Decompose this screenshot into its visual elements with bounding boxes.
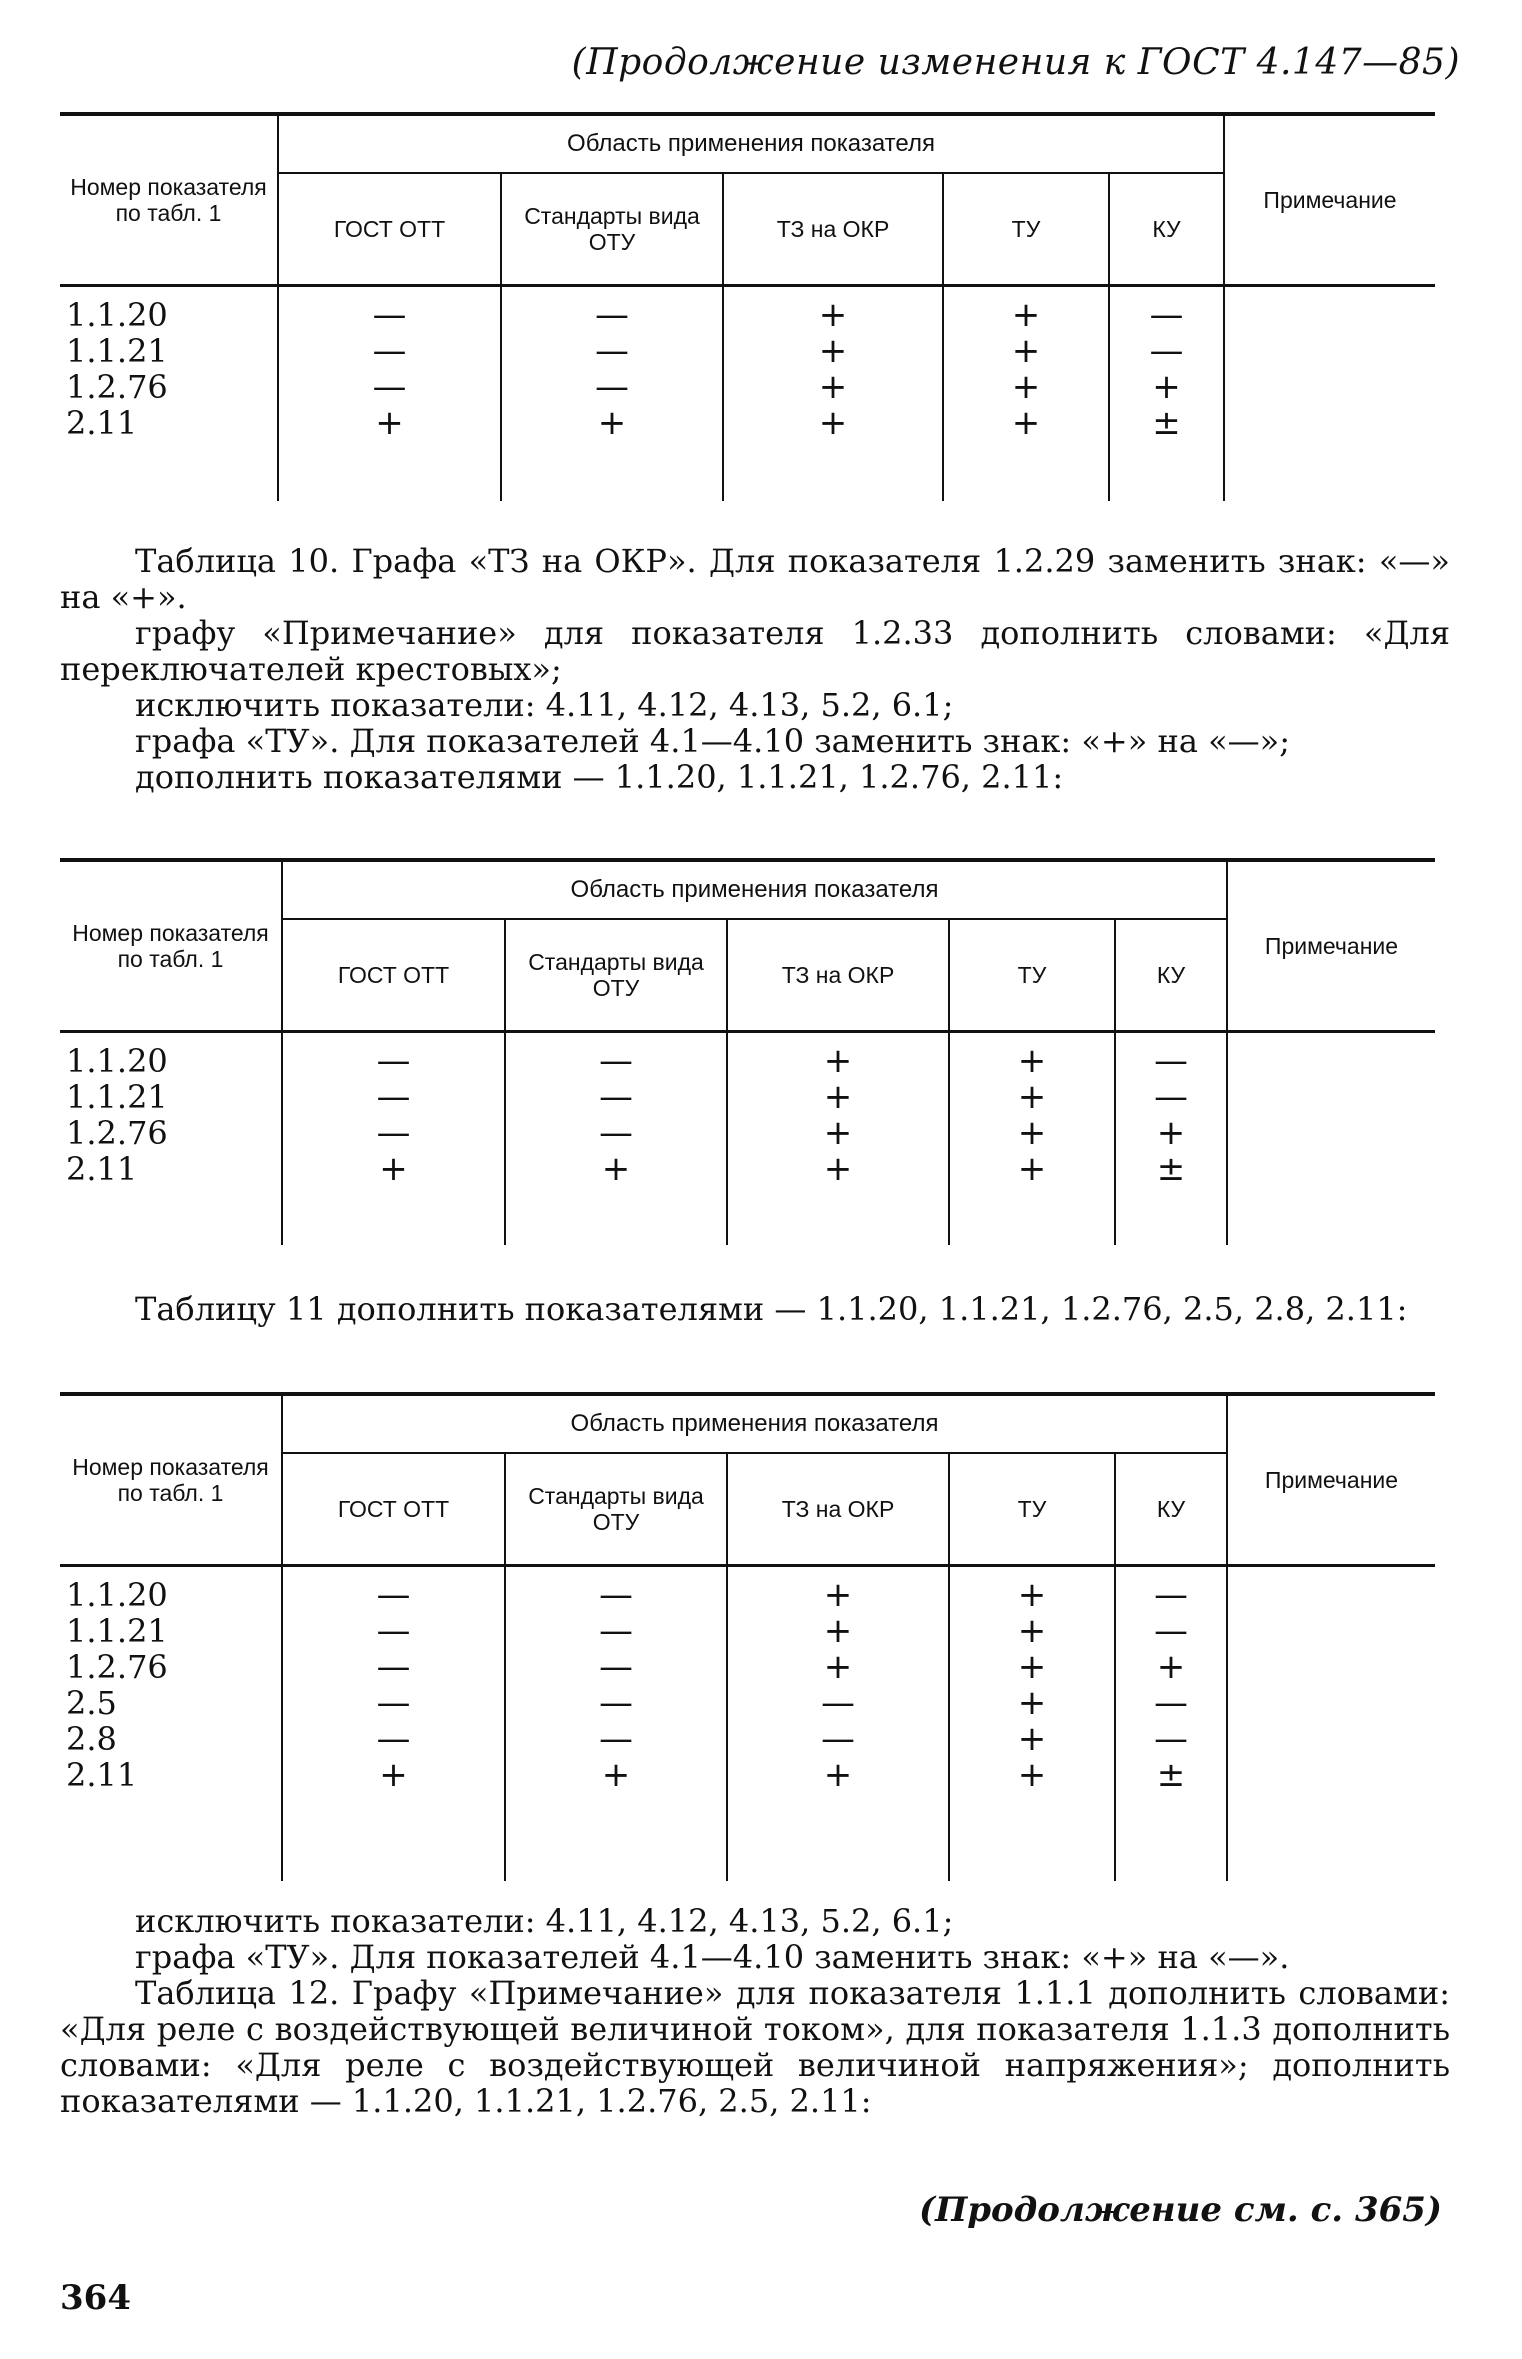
paragraph: Таблица 10. Графа «ТЗ на ОКР». Для показателя 1.2.29 заменить знак: «—» на «+». bbox=[60, 542, 1450, 616]
cell-value: + bbox=[597, 403, 627, 443]
col-header-gost: ГОСТ ОТТ bbox=[282, 1453, 505, 1566]
cell-value: + bbox=[601, 1149, 631, 1189]
indicator-number: 2.11 bbox=[66, 404, 138, 442]
indicator-number: 2.11 bbox=[66, 1150, 138, 1188]
cell-num bbox=[60, 1566, 282, 1881]
indicator-number: 2.11 bbox=[66, 1756, 138, 1794]
cell-std bbox=[501, 286, 723, 501]
cell-value: — bbox=[1154, 1611, 1188, 1651]
col-header-num: Номер показателя по табл. 1 bbox=[60, 860, 282, 1032]
table-3 bbox=[60, 1392, 1435, 1881]
indicator-number: 1.2.76 bbox=[66, 1114, 168, 1152]
paragraph: графа «ТУ». Для показателей 4.1—4.10 заменить знак: «+» на «—». bbox=[135, 1938, 1290, 1976]
col-header-std: Стандарты вида ОТУ bbox=[501, 173, 723, 286]
cell-value: + bbox=[1152, 367, 1181, 407]
col-header-num: Номер показателя по табл. 1 bbox=[60, 1394, 282, 1566]
indicator-number: 1.2.76 bbox=[66, 368, 168, 406]
cell-value: — bbox=[599, 1647, 633, 1687]
cell-value: + bbox=[823, 1611, 853, 1651]
cell-value: + bbox=[818, 331, 848, 371]
cell-num bbox=[60, 1032, 282, 1245]
cell-value: + bbox=[818, 403, 848, 443]
cell-value: + bbox=[1017, 1683, 1047, 1723]
col-header-area: Область применения показателя bbox=[278, 114, 1224, 173]
cell-value: — bbox=[1154, 1041, 1188, 1081]
col-header-tu: ТУ bbox=[943, 173, 1109, 286]
col-header-std: Стандарты вида ОТУ bbox=[505, 1453, 727, 1566]
indicator-number: 2.5 bbox=[66, 1684, 117, 1722]
cell-tu bbox=[949, 1566, 1115, 1881]
cell-value: ± bbox=[1152, 403, 1181, 443]
cell-value: + bbox=[1017, 1113, 1047, 1153]
cell-value: — bbox=[376, 1113, 411, 1153]
col-header-ku: КУ bbox=[1115, 1453, 1227, 1566]
paragraph: графа «ТУ». Для показателей 4.1—4.10 заменить знак: «+» на «—»; bbox=[135, 722, 1290, 760]
indicator-number: 1.1.20 bbox=[66, 296, 168, 334]
indicator-number: 1.1.21 bbox=[66, 1612, 168, 1650]
cell-value: + bbox=[1011, 367, 1041, 407]
paragraph: Таблица 12. Графу «Примечание» для показателя 1.1.1 дополнить словами: «Для реле с воздействующей величиной током», для показателя 1.1.3 дополнить словами: «Для реле с воздействующей величиной напряжения»; дополнить показателями — 1.1.20, 1.1.21, 1.2.76, 2.5, 2.11: bbox=[60, 1974, 1450, 2120]
cell-value: + bbox=[1156, 1647, 1186, 1687]
cell-value: + bbox=[601, 1755, 631, 1795]
col-header-tz: ТЗ на ОКР bbox=[723, 173, 943, 286]
cell-value: + bbox=[1011, 331, 1041, 371]
cell-value: — bbox=[1154, 1575, 1188, 1615]
cell-value: + bbox=[379, 1149, 408, 1189]
text-block-3 bbox=[60, 1903, 1450, 2119]
cell-value: — bbox=[821, 1719, 855, 1759]
table-row bbox=[60, 1032, 1435, 1245]
cell-value: — bbox=[376, 1041, 411, 1081]
cell-value: — bbox=[595, 331, 629, 371]
table-row bbox=[60, 286, 1435, 501]
table-1 bbox=[60, 112, 1435, 501]
cell-value: — bbox=[376, 1575, 411, 1615]
cell-value: + bbox=[1017, 1611, 1047, 1651]
cell-value: + bbox=[379, 1755, 408, 1795]
cell-value: — bbox=[372, 295, 407, 335]
cell-note bbox=[1224, 286, 1435, 501]
cell-value: + bbox=[1017, 1149, 1047, 1189]
cell-value: — bbox=[599, 1113, 633, 1153]
cell-value: — bbox=[376, 1719, 411, 1759]
continuation-note: (Продолжение см. с. 365) bbox=[919, 2190, 1442, 2230]
cell-value: + bbox=[1017, 1647, 1047, 1687]
col-header-note: Примечание bbox=[1224, 114, 1435, 286]
cell-value: — bbox=[599, 1719, 633, 1759]
running-header: (Продолжение изменения к ГОСТ 4.147—85) bbox=[571, 42, 1460, 83]
paragraph: графу «Примечание» для показателя 1.2.33 дополнить словами: «Для переключателей крестовых»; bbox=[60, 614, 1450, 688]
cell-gost bbox=[282, 1566, 505, 1881]
col-header-tu: ТУ bbox=[949, 919, 1115, 1032]
cell-tu bbox=[943, 286, 1109, 501]
indicator-number: 1.1.20 bbox=[66, 1042, 168, 1080]
col-header-note: Примечание bbox=[1227, 860, 1435, 1032]
col-header-tz: ТЗ на ОКР bbox=[727, 1453, 949, 1566]
indicator-number: 1.2.76 bbox=[66, 1648, 168, 1686]
cell-value: + bbox=[823, 1575, 853, 1615]
cell-ku bbox=[1109, 286, 1224, 501]
text-block-1 bbox=[60, 543, 1450, 795]
cell-tz bbox=[727, 1032, 949, 1245]
cell-tz bbox=[727, 1566, 949, 1881]
indicator-number: 1.1.21 bbox=[66, 1078, 168, 1116]
cell-value: — bbox=[1149, 295, 1184, 335]
cell-value: + bbox=[823, 1755, 853, 1795]
cell-value: + bbox=[823, 1077, 853, 1117]
cell-value: + bbox=[1011, 403, 1041, 443]
cell-value: — bbox=[376, 1077, 411, 1117]
col-header-tu: ТУ bbox=[949, 1453, 1115, 1566]
cell-value: + bbox=[823, 1113, 853, 1153]
cell-value: — bbox=[595, 367, 629, 407]
col-header-num: Номер показателя по табл. 1 bbox=[60, 114, 278, 286]
col-header-area: Область применения показателя bbox=[282, 1394, 1227, 1453]
cell-std bbox=[505, 1032, 727, 1245]
page-number: 364 bbox=[60, 2278, 131, 2318]
indicator-number: 2.8 bbox=[66, 1720, 117, 1758]
cell-value: — bbox=[376, 1683, 411, 1723]
cell-value: + bbox=[1017, 1755, 1047, 1795]
cell-gost bbox=[282, 1032, 505, 1245]
paragraph: исключить показатели: 4.11, 4.12, 4.13, 5.2, 6.1; bbox=[135, 1902, 954, 1940]
cell-value: — bbox=[599, 1041, 633, 1081]
col-header-ku: КУ bbox=[1109, 173, 1224, 286]
cell-value: + bbox=[375, 403, 404, 443]
cell-value: — bbox=[599, 1077, 633, 1117]
paragraph: дополнить показателями — 1.1.20, 1.1.21, 1.2.76, 2.11: bbox=[135, 758, 1064, 796]
cell-value: + bbox=[823, 1647, 853, 1687]
cell-ku bbox=[1115, 1032, 1227, 1245]
paragraph: Таблицу 11 дополнить показателями — 1.1.20, 1.1.21, 1.2.76, 2.5, 2.8, 2.11: bbox=[135, 1290, 1408, 1328]
cell-value: — bbox=[1154, 1077, 1188, 1117]
cell-value: + bbox=[1011, 295, 1041, 335]
cell-value: + bbox=[823, 1149, 853, 1189]
cell-tu bbox=[949, 1032, 1115, 1245]
cell-value: — bbox=[599, 1611, 633, 1651]
cell-value: + bbox=[823, 1041, 853, 1081]
table-2 bbox=[60, 858, 1435, 1245]
cell-value: — bbox=[821, 1683, 855, 1723]
paragraph: исключить показатели: 4.11, 4.12, 4.13, 5.2, 6.1; bbox=[135, 686, 954, 724]
cell-value: — bbox=[599, 1575, 633, 1615]
cell-value: + bbox=[1017, 1575, 1047, 1615]
cell-value: + bbox=[818, 295, 848, 335]
cell-value: + bbox=[818, 367, 848, 407]
cell-value: — bbox=[372, 331, 407, 371]
text-block-2 bbox=[60, 1291, 1450, 1327]
cell-value: — bbox=[1154, 1719, 1188, 1759]
col-header-gost: ГОСТ ОТТ bbox=[282, 919, 505, 1032]
cell-value: + bbox=[1156, 1113, 1186, 1153]
col-header-area: Область применения показателя bbox=[282, 860, 1227, 919]
cell-value: + bbox=[1017, 1719, 1047, 1759]
cell-value: — bbox=[599, 1683, 633, 1723]
col-header-ku: КУ bbox=[1115, 919, 1227, 1032]
col-header-tz: ТЗ на ОКР bbox=[727, 919, 949, 1032]
col-header-std: Стандарты вида ОТУ bbox=[505, 919, 727, 1032]
cell-value: — bbox=[1149, 331, 1184, 371]
cell-value: ± bbox=[1156, 1149, 1186, 1189]
cell-ku bbox=[1115, 1566, 1227, 1881]
indicator-number: 1.1.21 bbox=[66, 332, 168, 370]
col-header-gost: ГОСТ ОТТ bbox=[278, 173, 501, 286]
cell-value: ± bbox=[1156, 1755, 1186, 1795]
table-row bbox=[60, 1566, 1435, 1881]
cell-value: + bbox=[1017, 1077, 1047, 1117]
cell-value: — bbox=[376, 1647, 411, 1687]
cell-std bbox=[505, 1566, 727, 1881]
col-header-note: Примечание bbox=[1227, 1394, 1435, 1566]
cell-value: — bbox=[376, 1611, 411, 1651]
cell-note bbox=[1227, 1566, 1435, 1881]
cell-value: — bbox=[595, 295, 629, 335]
cell-value: — bbox=[372, 367, 407, 407]
cell-value: — bbox=[1154, 1683, 1188, 1723]
cell-tz bbox=[723, 286, 943, 501]
cell-gost bbox=[278, 286, 501, 501]
indicator-number: 1.1.20 bbox=[66, 1576, 168, 1614]
cell-value: + bbox=[1017, 1041, 1047, 1081]
cell-note bbox=[1227, 1032, 1435, 1245]
cell-num bbox=[60, 286, 278, 501]
